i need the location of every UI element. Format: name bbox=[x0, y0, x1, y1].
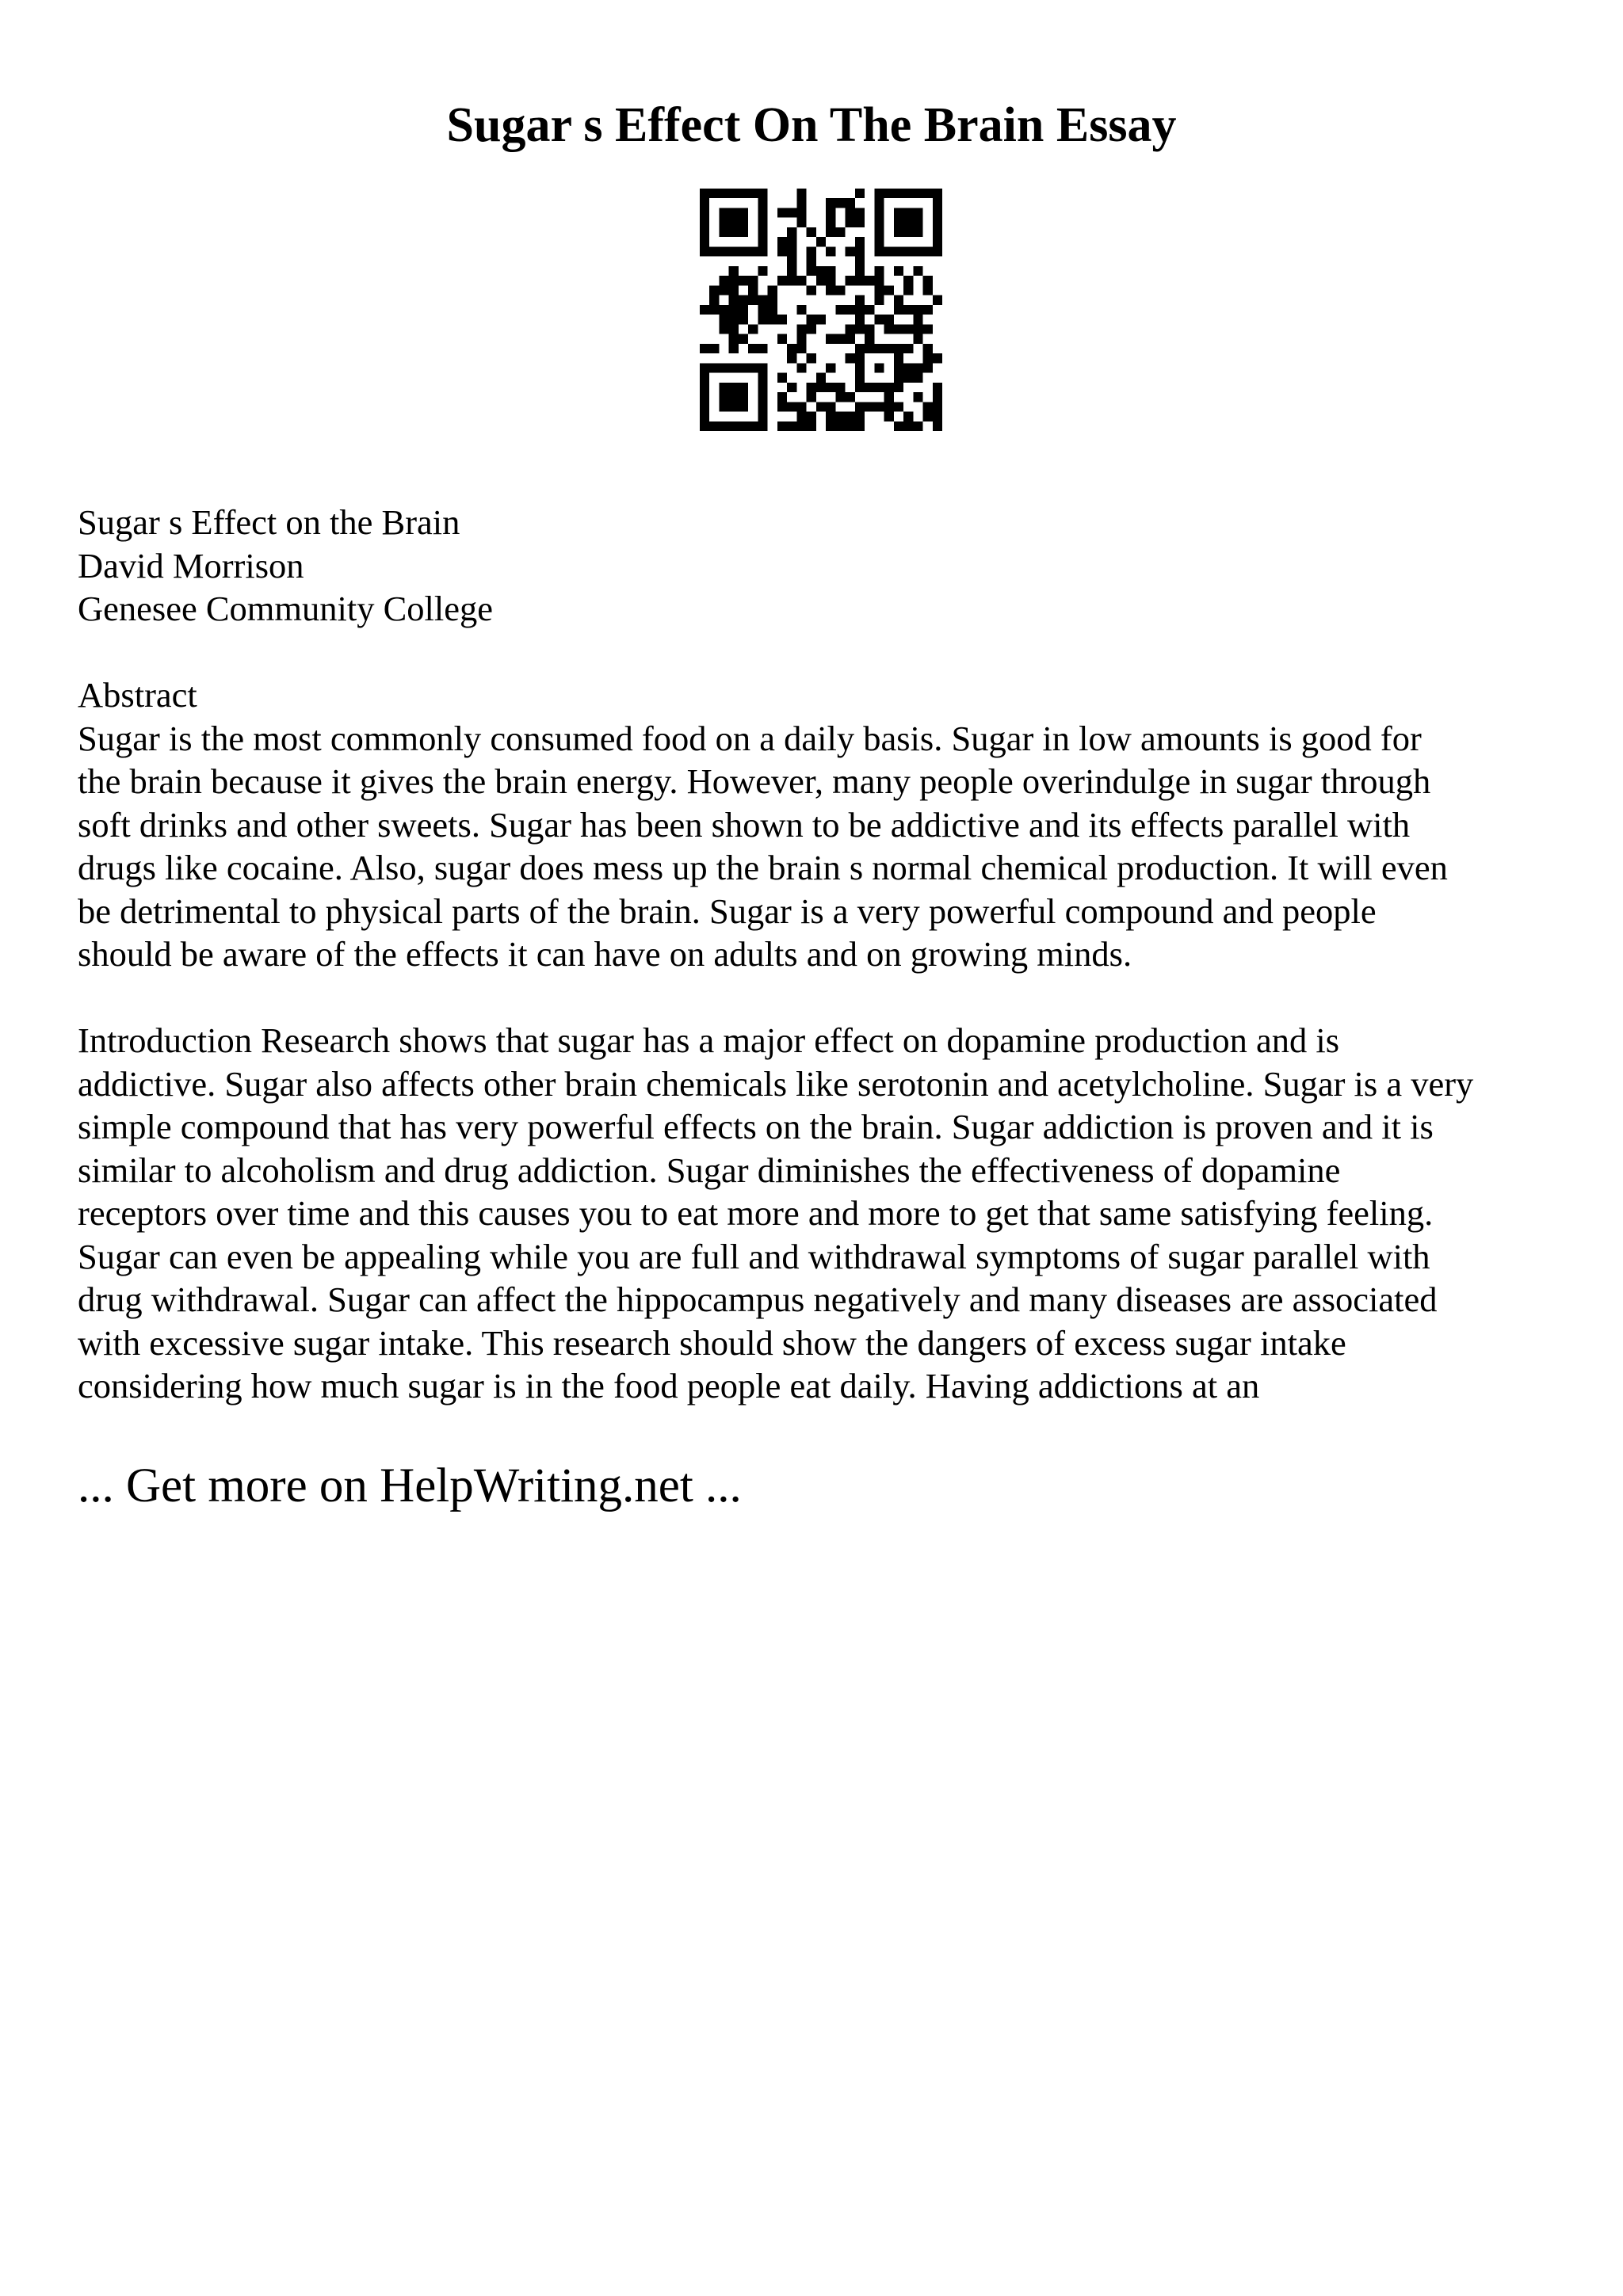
get-more-link[interactable]: ... Get more on HelpWriting.net ... bbox=[78, 1459, 742, 1512]
intro-line: addictive. Sugar also affects other brain chemicals like serotonin and acetylcholine. Sugar is a very bbox=[78, 1063, 1474, 1104]
intro-line: receptors over time and this causes you to eat more and more to get that same satisfying feeling. bbox=[78, 1193, 1434, 1233]
institution-name: Genesee Community College bbox=[78, 589, 494, 628]
abstract-line: soft drinks and other sweets. Sugar has been shown to be addictive and its effects parallel with bbox=[78, 804, 1411, 845]
abstract-heading: Abstract bbox=[78, 675, 197, 715]
intro-line: Sugar can even be appealing while you are full and withdrawal symptoms of sugar parallel with bbox=[78, 1236, 1430, 1276]
abstract-section bbox=[78, 673, 1568, 976]
abstract-line: the brain because it gives the brain energy. However, many people overindulge in sugar through bbox=[78, 761, 1431, 801]
abstract-line: be detrimental to physical parts of the brain. Sugar is a very powerful compound and people bbox=[78, 891, 1377, 931]
abstract-line: should be aware of the effects it can have on adults and on growing minds. bbox=[78, 934, 1132, 974]
introduction-section bbox=[78, 1019, 1568, 1408]
intro-line: considering how much sugar is in the food people eat daily. Having addictions at an bbox=[78, 1366, 1260, 1405]
abstract-line: Sugar is the most commonly consumed food on a daily basis. Sugar in low amounts is good for bbox=[78, 718, 1422, 758]
intro-line: simple compound that has very powerful effects on the brain. Sugar addiction is proven and it is bbox=[78, 1107, 1434, 1146]
author-info bbox=[78, 501, 1568, 631]
intro-line: similar to alcoholism and drug addiction. Sugar diminishes the effectiveness of dopamine bbox=[78, 1150, 1341, 1190]
paper-title-line: Sugar s Effect on the Brain bbox=[78, 502, 460, 542]
document-title: Sugar s Effect On The Brain Essay bbox=[446, 98, 1177, 152]
intro-line: drug withdrawal. Sugar can affect the hippocampus negatively and many diseases are associated bbox=[78, 1280, 1438, 1319]
abstract-line: drugs like cocaine. Also, sugar does mess up the brain s normal chemical production. It will even bbox=[78, 848, 1448, 887]
qr-code-icon[interactable] bbox=[700, 189, 942, 431]
intro-line: with excessive sugar intake. This research should show the dangers of excess sugar intake bbox=[78, 1322, 1346, 1363]
author-name: David Morrison bbox=[78, 545, 304, 585]
intro-line: Introduction Research shows that sugar has a major effect on dopamine production and is bbox=[78, 1020, 1340, 1060]
